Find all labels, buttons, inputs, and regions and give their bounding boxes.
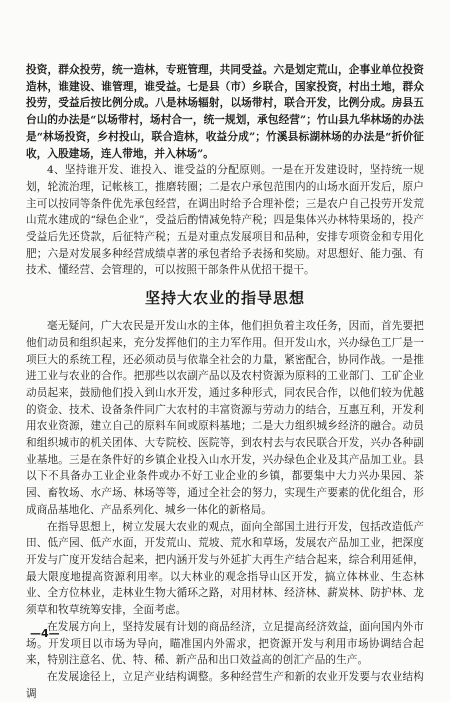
body-paragraph: 在发展方向上，坚持发展有计划的商品经济，立足提高经济效益，面向国内外市场。开发项目以市场为导向，瞄准国内外需求，把资源开发与利用市场协调结合起来，特别注意名、优、特、稀、新产品和出口效益高的创汇产品的生产。 — [26, 620, 424, 667]
body-paragraph: 在指导思想上，树立发展大农业的观点，面向全部国土进行开发，包括改造低产田、低产园、低产水面，开发荒山、荒坡、荒水和草场，发展农产品加工业，把深度开发与广度开发结合起来，把内涵开发与外延扩大再生产结合起来，综合利用延伸，最大限度地提高资源利用率。以大林业的观念指导山区开发，搞立体林业、生态林业、全方位林业，走林业生物大循环之路，对用材林、经济林、薪炭林、防护林、龙须草和牧草统筹安排，全面考虑。 — [26, 520, 424, 617]
section-heading: 坚持大农业的指导思想 — [144, 289, 305, 308]
point-4-paragraph: 4、坚持谁开发、谁投入、谁受益的分配原则。一是在开发建设时，坚持统一规划，轮流治理，记帐核工，推磨转圈；二是农户承包范围内的山场水面开发后，原户主可以按同等条件优先承包经营，在调出时给予合理补偿；三是农户自己投劳开发荒山荒水建成的“绿色企业”，受益后酌情减免特产税；四是集体兴办林特果场的，投产受益后先还贷款，后征特产税；五是对重点发展项目和品种，安排专项资金和专用化肥；六是对发展多种经营成绩卓著的承包者给予表扬和奖励。对思想好、能力强、有技术、懂经营、会管理的，可以按照干部条件从优招干提干。 — [26, 164, 424, 277]
intro-paragraph: 投资，群众投劳，统一造林，专班管理，共同受益。六是划定荒山，企事业单位投资造林，谁建设、谁管理，谁受益。七是县（市）乡联合，国家投资，村出土地，群众投劳，受益后按比例分成。八是林场辐射，以场带村，联合开发，比例分成。房县五台山的办法是“以场带村，场村合一，统一规划，承包经营”；竹山县九华林场的办法是“林场投资，乡村投山，联合造林，收益分成”；竹溪县标湖林场的办法是“折价征收，入股建场，连人带地，并入林场”。 — [26, 64, 424, 160]
document-page — [26, 62, 424, 700]
body-paragraph: 毫无疑问，广大农民是开发山水的主体，他们担负着主攻任务，因而，首先要把他们动员和组织起来，充分发挥他们的主力军作用。但开发山水，兴办绿色工厂是一项巨大的系统工程，还必须动员与依靠全社会的力量，紧密配合，协同作战。一是推进工业与农业的合作。把那些以农副产品以及农村资源为原料的工业部门、工矿企业动员起来，鼓励他们投入到山水开发，通过多种形式，同农民合作，以他们较为优越的资金、技术、设备条件同广大农村的丰富资源与劳动力的结合，互惠互利，开发利用农业资源，建立自己的原料车间或原料基地；二是大力组织城乡经济的融合。动员和组织城市的机关团体、大专院校、医院等，到农村去与农民联合开发，兴办各种副业基地。三是在条件好的乡镇企业投入山水开发，兴办绿色企业及其产品加工业。县以下不具备办工业企业条件或办不好工业企业的乡镇，都要集中大力兴办果园、茶园、畜牧场、水产场、林场等等，通过全社会的努力，实现生产要素的优化组合，形成商品基地化、产品系列化、城乡一体化的新格局。 — [26, 320, 424, 516]
page-number: —4— — [30, 627, 60, 640]
body-paragraph: 在发展途径上，立足产业结构调整。多种经营生产和新的农业开发要与农业结构调 — [26, 670, 424, 700]
